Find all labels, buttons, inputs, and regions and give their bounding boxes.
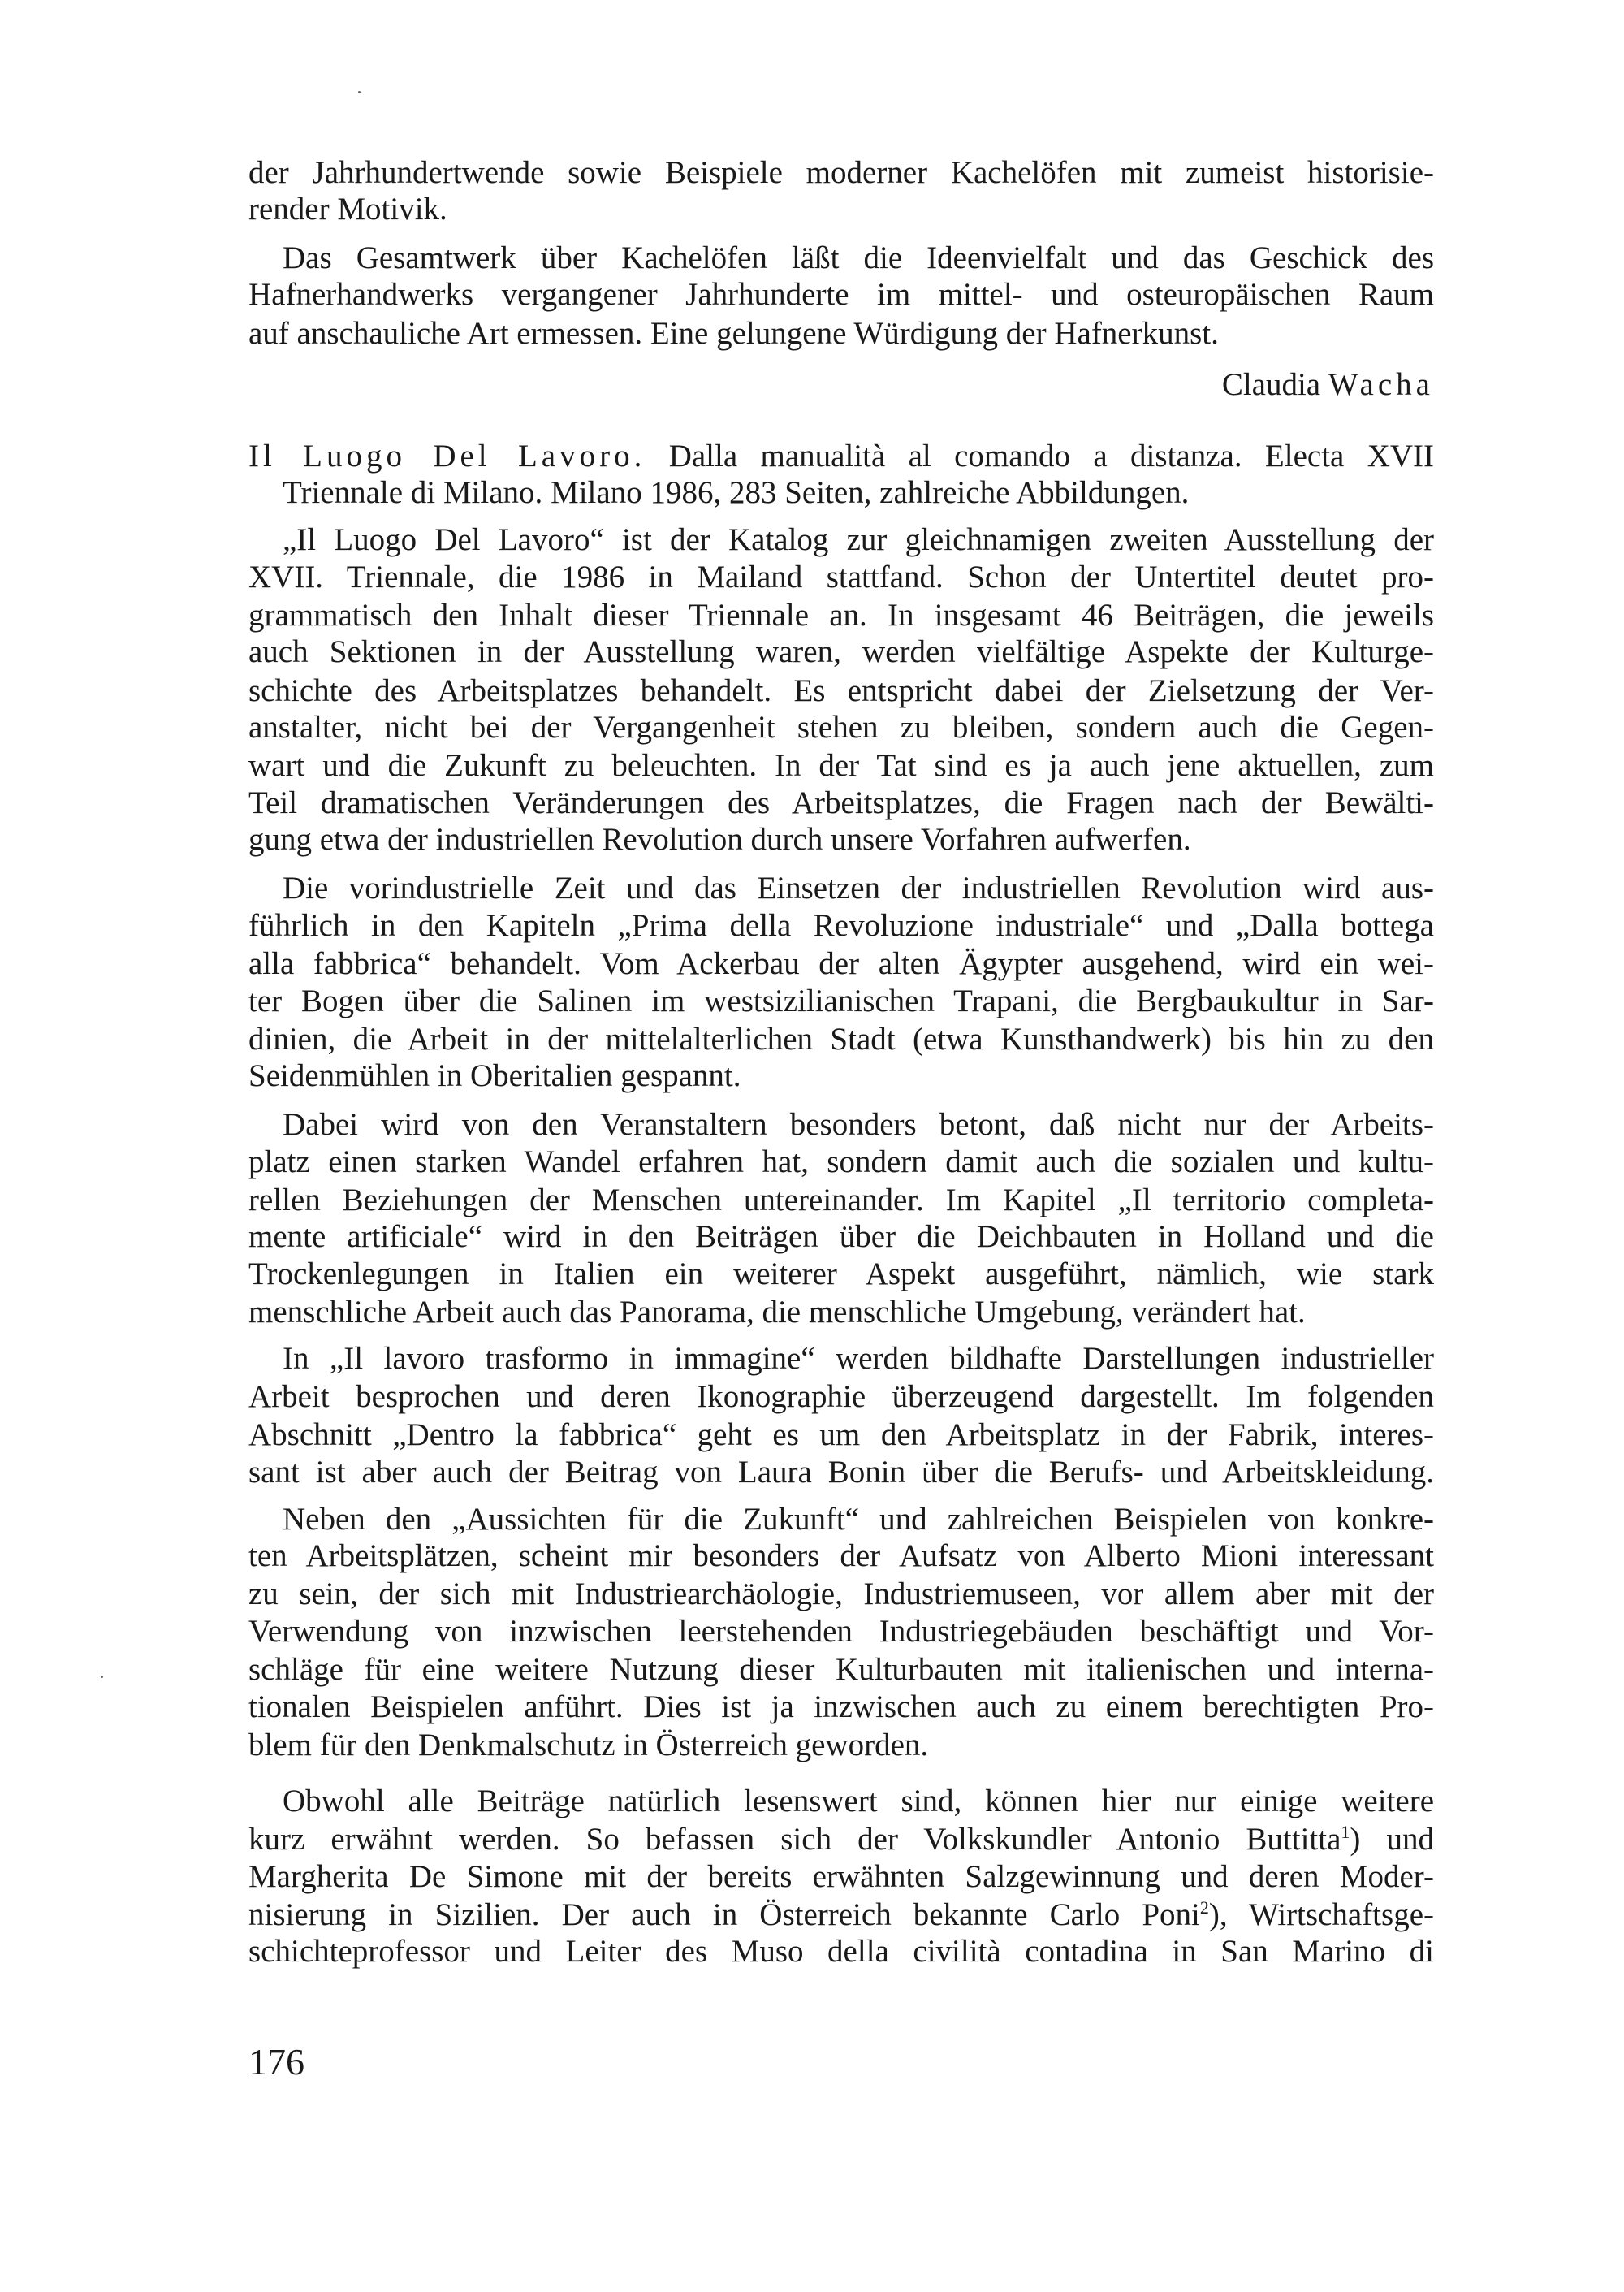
text-segment: Wacha [1328, 367, 1434, 402]
text-segment: Obwohl alle Beiträge natürlich lesenswert sind, können hier nur einige weitere [283, 1784, 1434, 1818]
text-segment: zu sein, der sich mit Industriearchäologie, Industriemuseen, vor allem aber mit der [248, 1576, 1434, 1611]
text-line [248, 633, 1434, 672]
text-line [248, 1255, 1434, 1294]
text-line [248, 1293, 1434, 1332]
text-segment: Dalla manualità al comando a distanza. Electa XVII [646, 439, 1434, 474]
text-segment: schichteprofessor und Leiter des Muso della civilità contadina in San Marino di [248, 1934, 1434, 1969]
text-line [248, 190, 1434, 229]
text-line [248, 1575, 1434, 1614]
text-line [248, 708, 1434, 747]
text-line [283, 1500, 1434, 1539]
text-segment: Neben den „Aussichten für die Zukunft“ und zahlreichen Beispielen von konkre- [283, 1502, 1434, 1537]
text-segment: führlich in den Kapiteln „Prima della Revoluzione industriale“ und „Dalla bottega [248, 908, 1434, 943]
text-segment: XVII. Triennale, die 1986 in Mailand stattfand. Schon der Untertitel deutet pro- [248, 560, 1434, 595]
scan-speck [358, 91, 361, 93]
book-citation-line [248, 437, 1434, 476]
author-signature [248, 365, 1434, 404]
text-line [248, 1537, 1434, 1576]
text-line [248, 784, 1434, 823]
text-segment: Margherita De Simone mit der bereits erwähnten Salzgewinnung und deren Moder- [248, 1859, 1434, 1894]
text-line [248, 1857, 1434, 1896]
text-line [248, 596, 1434, 635]
text-line [248, 1143, 1434, 1182]
text-segment: alla fabbrica“ behandelt. Vom Ackerbau der alten Ägypter ausgehend, wird ein wei- [248, 946, 1434, 981]
text-segment: der Jahrhundertwende sowie Beispiele moderner Kachelöfen mit zumeist historisie- [248, 155, 1434, 190]
text-segment: „Il Luogo Del Lavoro“ ist der Katalog zur gleichnamigen zweiten Ausstellung der [283, 522, 1434, 557]
text-segment: dinien, die Arbeit in der mittelalterlichen Stadt (etwa Kunsthandwerk) bis hin zu den [248, 1022, 1434, 1057]
text-segment: In „Il lavoro trasformo in immagine“ werden bildhafte Darstellungen industrieller [283, 1341, 1434, 1376]
text-segment: Dabei wird von den Veranstaltern besonders betont, daß nicht nur der Arbeits- [283, 1107, 1434, 1142]
text-line [248, 1453, 1434, 1492]
text-segment: Hafnerhandwerks vergangener Jahrhunderte im mittel- und osteuropäischen Raum [248, 277, 1434, 312]
text-line [248, 1650, 1434, 1689]
text-segment: Verwendung von inzwischen leerstehenden Industriegebäuden beschäftigt und Vor- [248, 1614, 1434, 1649]
text-segment: Triennale di Milano. Milano 1986, 283 Seiten, zahlreiche Abbildungen. [283, 475, 1190, 510]
text-line [248, 1416, 1434, 1455]
text-line [248, 672, 1434, 711]
text-line [248, 1896, 1434, 1935]
text-segment: schläge für eine weitere Nutzung dieser Kulturbauten mit italienischen und interna- [248, 1652, 1434, 1687]
text-segment: render Motivik. [248, 192, 447, 227]
text-segment: Teil dramatischen Veränderungen des Arbeitsplatzes, die Fragen nach der Bewälti- [248, 785, 1434, 820]
text-segment: nisierung in Sizilien. Der auch in Österreich bekannte Carlo Poni [248, 1897, 1200, 1932]
text-line [283, 1782, 1434, 1821]
text-segment: Il Luogo Del Lavoro. [248, 439, 646, 474]
scan-speck [101, 1676, 103, 1678]
text-line [248, 1932, 1434, 1971]
text-line [248, 1217, 1434, 1256]
text-line [248, 1020, 1434, 1059]
footnote-marker: 1 [1341, 1822, 1350, 1842]
text-line [248, 154, 1434, 192]
text-segment: blem für den Denkmalschutz in Österreich geworden. [248, 1728, 929, 1762]
text-line [248, 746, 1434, 785]
text-line [248, 314, 1434, 353]
footnote-marker: 2 [1199, 1897, 1209, 1918]
text-line [283, 1339, 1434, 1378]
text-line [248, 1688, 1434, 1727]
text-segment: schichte des Arbeitsplatzes behandelt. Es entspricht dabei der Zielsetzung der Ver- [248, 673, 1434, 708]
text-segment: sant ist aber auch der Beitrag von Laura Bonin über die Berufs- und Arbeitskleidung. [248, 1455, 1434, 1490]
text-line [283, 869, 1434, 908]
text-line [248, 1726, 1434, 1765]
text-segment: ), Wirtschaftsge- [1208, 1897, 1434, 1932]
text-segment: Arbeit besprochen und deren Ikonographie überzeugend dargestellt. Im folgenden [248, 1379, 1434, 1414]
text-line [248, 906, 1434, 945]
text-segment: ter Bogen über die Salinen im westsizilianischen Trapani, die Bergbaukultur in Sar- [248, 984, 1434, 1018]
text-line [283, 239, 1434, 278]
text-segment: ) und [1350, 1822, 1434, 1857]
text-segment: platz einen starken Wandel erfahren hat, sondern damit auch die sozialen und kultu- [248, 1144, 1434, 1179]
text-line [248, 275, 1434, 314]
text-segment: auf anschauliche Art ermessen. Eine gelungene Würdigung der Hafnerkunst. [248, 316, 1219, 351]
text-line [248, 982, 1434, 1021]
text-segment: Das Gesamtwerk über Kachelöfen läßt die Ideenvielfalt und das Geschick des [283, 240, 1434, 275]
book-citation-line [283, 474, 1434, 512]
text-line [248, 1820, 1434, 1859]
page-number: 176 [248, 2041, 304, 2082]
text-line [283, 1105, 1434, 1144]
text-segment: mente artificiale“ wird in den Beiträgen über die Deichbauten in Holland und die [248, 1219, 1434, 1254]
text-segment: Abschnitt „Dentro la fabbrica“ geht es um den Arbeitsplatz in der Fabrik, interes- [248, 1417, 1434, 1452]
text-line [248, 820, 1434, 859]
text-line [248, 1612, 1434, 1651]
text-line [283, 521, 1434, 560]
text-segment: kurz erwähnt werden. So befassen sich der Volkskundler Antonio Buttitta [248, 1822, 1341, 1857]
text-segment: tionalen Beispielen anführt. Dies ist ja inzwischen auch zu einem berechtigten Pro- [248, 1689, 1434, 1724]
text-segment: auch Sektionen in der Ausstellung waren, werden vielfältige Aspekte der Kulturge- [248, 634, 1434, 669]
text-line [248, 558, 1434, 597]
text-segment: ten Arbeitsplätzen, scheint mir besonders der Aufsatz von Alberto Mioni interessant [248, 1538, 1434, 1573]
text-segment: wart und die Zukunft zu beleuchten. In der Tat sind es ja auch jene aktuellen, zum [248, 748, 1434, 783]
text-segment: Seidenmühlen in Oberitalien gespannt. [248, 1058, 741, 1093]
text-line [248, 1181, 1434, 1220]
text-line [248, 1057, 1434, 1096]
text-segment: anstalter, nicht bei der Vergangenheit stehen zu bleiben, sondern auch die Gegen- [248, 710, 1434, 745]
text-segment: grammatisch den Inhalt dieser Triennale an. In insgesamt 46 Beiträgen, die jeweils [248, 598, 1434, 633]
text-line [248, 945, 1434, 984]
text-segment: Trockenlegungen in Italien ein weiterer Aspekt ausgeführt, nämlich, wie stark [248, 1256, 1434, 1291]
text-segment: Claudia [1221, 367, 1328, 402]
text-segment: Die vorindustrielle Zeit und das Einsetzen der industriellen Revolution wird aus- [283, 871, 1434, 906]
text-segment: rellen Beziehungen der Menschen untereinander. Im Kapitel „Il territorio completa- [248, 1183, 1434, 1217]
text-segment: menschliche Arbeit auch das Panorama, die menschliche Umgebung, verändert hat. [248, 1295, 1306, 1330]
text-segment: gung etwa der industriellen Revolution durch unsere Vorfahren aufwerfen. [248, 822, 1191, 857]
text-line [248, 1377, 1434, 1416]
